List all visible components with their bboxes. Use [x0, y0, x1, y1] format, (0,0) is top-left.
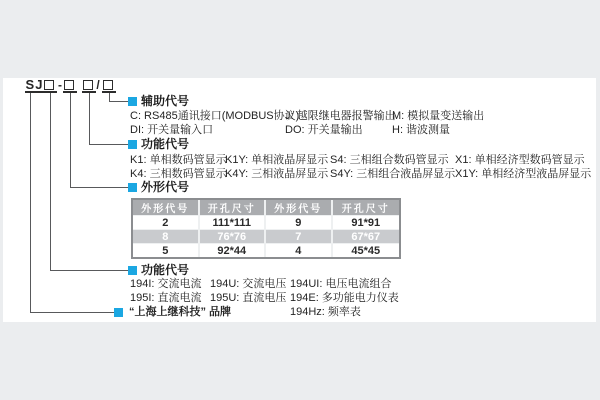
display-item: S4: 三相组合数码管显示 [330, 154, 449, 166]
display-item: K4: 三相数码管显示 [130, 168, 227, 180]
model-slash: / [96, 78, 100, 92]
model-dash: - [58, 78, 62, 92]
connector-line-shape [70, 93, 71, 187]
auxiliary-item: H: 谐波测量 [392, 124, 451, 136]
table-header-cell: 外形代号 [133, 200, 200, 215]
table-cell: 9 [266, 215, 333, 229]
display-section-title: 功能代号 [141, 137, 190, 151]
model-box-underline [63, 79, 77, 93]
model-box-3 [83, 80, 93, 90]
auxiliary-section-title: 辅助代号 [141, 94, 190, 108]
connector-line-auxiliary [109, 93, 110, 101]
shape-code-table [131, 198, 401, 259]
display-item: S4Y: 三相组合液晶屏显示 [330, 168, 456, 180]
table-cell: 7 [266, 229, 333, 243]
table-cell: 76*76 [200, 229, 267, 243]
table-cell: 45*45 [333, 243, 400, 257]
auxiliary-item: DO: 开关量输出 [285, 124, 363, 136]
model-prefix: SJ [25, 77, 44, 92]
blue-square-icon [128, 183, 137, 192]
table-row [133, 215, 399, 229]
shape-section-title: 外形代号 [141, 180, 190, 194]
table-row [133, 229, 399, 243]
content-panel [3, 78, 596, 322]
model-box-4 [103, 80, 113, 90]
blue-square-icon [128, 140, 137, 149]
auxiliary-item: DI: 开关量输入口 [130, 124, 214, 136]
model-box-1 [44, 80, 54, 90]
model-box-underline [43, 79, 57, 93]
connector-line-brand [30, 312, 114, 313]
table-cell: 8 [133, 229, 200, 243]
blue-square-icon [128, 97, 137, 106]
function-item: 195I: 直流电流 [130, 292, 202, 304]
connector-line-auxiliary [109, 101, 128, 102]
blue-square-icon [114, 308, 123, 317]
table-cell: 91*91 [333, 215, 400, 229]
table-header-cell: 开孔尺寸 [333, 200, 400, 215]
table-header-row [133, 200, 399, 215]
table-cell: 111*111 [200, 215, 267, 229]
display-item: K1: 单相数码管显示 [130, 154, 227, 166]
display-item: X1Y: 单相经济型液晶屏显示 [455, 168, 592, 180]
auxiliary-item: J: 越限继电器报警输出 [285, 110, 396, 122]
table-header-cell: 外形代号 [266, 200, 333, 215]
brand-label: “上海上继科技” 品牌 [129, 306, 232, 318]
function-item: 194Hz: 频率表 [290, 306, 361, 318]
table-cell: 4 [266, 243, 333, 257]
table-cell: 5 [133, 243, 200, 257]
table-cell: 2 [133, 215, 200, 229]
function-item: 195U: 直流电压 [210, 292, 287, 304]
model-box-2 [64, 80, 74, 90]
connector-line-function [50, 93, 51, 270]
connector-line-shape [70, 187, 128, 188]
function-item: 194I: 交流电流 [130, 278, 202, 290]
display-item: K1Y: 单相液晶屏显示 [225, 154, 329, 166]
connector-line-display [89, 144, 128, 145]
table-cell: 92*44 [200, 243, 267, 257]
model-box-underline [102, 79, 116, 93]
table-cell: 67*67 [333, 229, 400, 243]
connector-line-brand [30, 93, 31, 312]
display-item: K4Y: 三相液晶屏显示 [225, 168, 329, 180]
connector-line-function [50, 270, 128, 271]
table-header-cell: 开孔尺寸 [200, 200, 267, 215]
function-item: 194U: 交流电压 [210, 278, 287, 290]
auxiliary-item: C: RS485通讯接口(MODBUS协议) [130, 110, 300, 122]
function-section-title: 功能代号 [141, 263, 190, 277]
display-item: X1: 单相经济型数码管显示 [455, 154, 585, 166]
function-item: 194UI: 电压电流组合 [290, 278, 392, 290]
connector-line-display [89, 93, 90, 144]
blue-square-icon [128, 266, 137, 275]
function-item: 194E: 多功能电力仪表 [290, 292, 399, 304]
auxiliary-item: M: 模拟量变送输出 [392, 110, 485, 122]
table-row [133, 243, 399, 257]
